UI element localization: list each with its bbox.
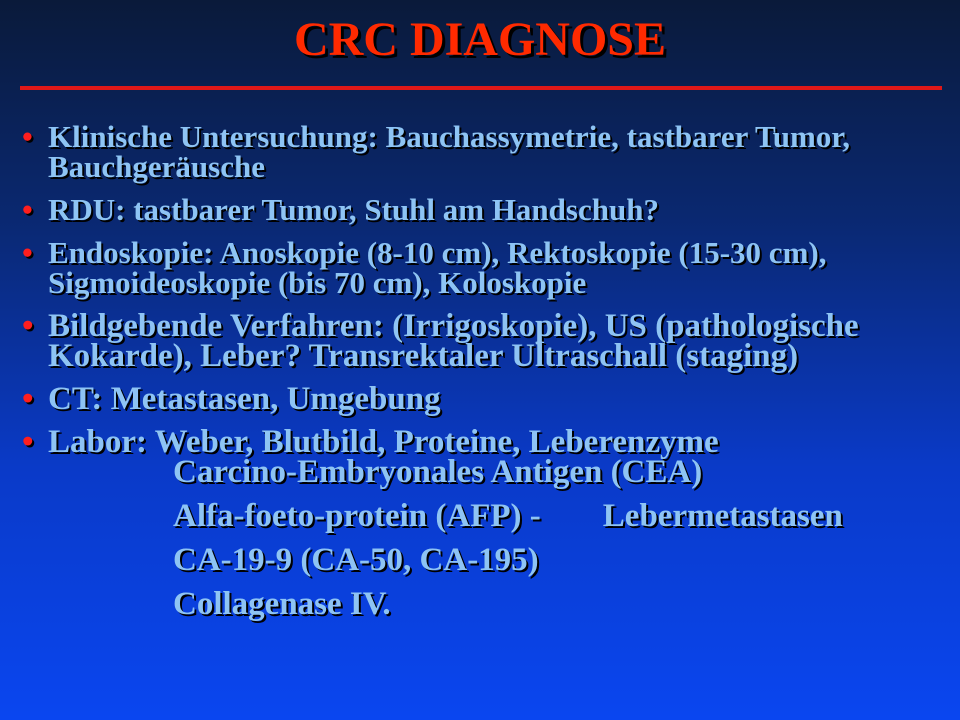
bullet-icon: • — [22, 119, 33, 154]
bullet-text: CT: Metastasen, Umgebung — [48, 381, 441, 417]
lab-sub-item-ca199: CA-19-9 (CA-50, CA-195) — [173, 542, 539, 578]
title-underline — [20, 86, 942, 90]
lab-sub-afp-text: Alfa-foeto-protein (AFP) - — [173, 498, 541, 534]
bullet-icon: • — [22, 424, 34, 460]
bullet-icon: • — [22, 381, 34, 417]
bullet-text: Endoskopie: Anoskopie (8-10 cm), Rektoskopie (15-30 cm), Sigmoideoskopie (bis 70 cm), Koloskopie — [48, 235, 827, 300]
lab-sub-item-collagenase: Collagenase IV. — [173, 586, 391, 622]
lab-sub-note-liver-metastases: Lebermetastasen — [602, 498, 843, 534]
bullet-item-clinical-exam — [22, 119, 940, 184]
bullet-icon: • — [22, 308, 34, 344]
bullet-item-endoscopy — [22, 235, 940, 300]
bullet-text: RDU: tastbarer Tumor, Stuhl am Handschuh? — [48, 192, 659, 227]
bullet-text: Bildgebende Verfahren: (Irrigoskopie), US (pathologische Kokarde), Leber? Transrektaler Ultraschall (staging) — [48, 308, 859, 374]
bullet-list — [22, 119, 940, 632]
bullet-item-imaging — [22, 308, 940, 374]
slide-title: CRC DIAGNOSE — [293, 13, 667, 66]
bullet-item-ct — [22, 381, 940, 417]
bullet-icon: • — [22, 235, 33, 270]
lab-sub-item-afp — [48, 498, 940, 534]
bullet-item-lab — [22, 424, 940, 622]
bullet-item-rdu — [22, 192, 940, 227]
bullet-text: Labor: Weber, Blutbild, Proteine, Leberenzyme — [48, 424, 719, 460]
bullet-icon: • — [22, 192, 33, 227]
lab-sub-item-cea: Carcino-Embryonales Antigen (CEA) — [173, 454, 703, 490]
bullet-text: Klinische Untersuchung: Bauchassymetrie, tastbarer Tumor, Bauchgeräusche — [48, 119, 851, 184]
